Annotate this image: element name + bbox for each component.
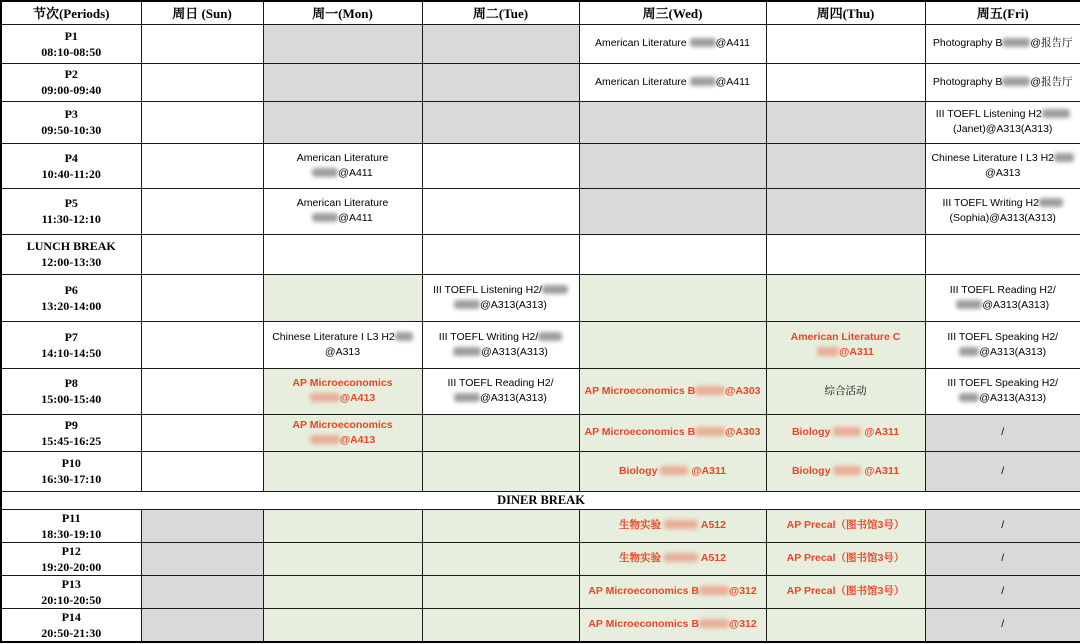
- cell-fri-p7: [925, 321, 1080, 368]
- period-time: 12:00-13:30: [41, 255, 102, 269]
- course-text-line: [425, 391, 577, 406]
- course-text-line: [928, 107, 1079, 122]
- redacted-text: [1042, 109, 1070, 118]
- redacted-text: [699, 619, 729, 628]
- course-text-line: [425, 298, 577, 313]
- course-text: AP Microeconomics B: [584, 384, 696, 397]
- period-cell-p14: [1, 608, 141, 642]
- period-cell-p6: [1, 274, 141, 321]
- cell-sun-p14: [141, 608, 263, 642]
- diner-break-row: DINER BREAK: [1, 491, 1080, 509]
- course-text-line: [266, 330, 420, 345]
- cell-mon-p10: [263, 451, 422, 491]
- course-text-line: [769, 384, 923, 399]
- course-text-line: [582, 384, 764, 399]
- redacted-text: [959, 347, 979, 356]
- course-text-line: [769, 551, 923, 566]
- course-text-line: [582, 617, 764, 632]
- course-text-line: [928, 425, 1079, 440]
- course-text: @A313(A313): [979, 345, 1047, 358]
- schedule-body: [1, 24, 1080, 642]
- course-text: @A311: [861, 426, 900, 438]
- cell-mon-p8: [263, 368, 422, 414]
- period-time: 10:40-11:20: [41, 166, 101, 181]
- redacted-text: [956, 300, 982, 309]
- cell-sun-p12: [141, 542, 263, 575]
- course-text: AP Microeconomics B: [584, 426, 696, 438]
- cell-fri-p4: [925, 143, 1080, 188]
- cell-mon-p5: [263, 188, 422, 234]
- redacted-text: [695, 427, 725, 436]
- course-text: /: [1001, 552, 1005, 564]
- course-text-line: [425, 330, 577, 345]
- cell-mon-p14: [263, 608, 422, 642]
- redacted-text: [310, 393, 340, 402]
- course-text-line: [266, 196, 420, 211]
- course-text: American Literature: [296, 197, 389, 209]
- course-text-line: [266, 418, 420, 433]
- period-cell-p1: [1, 24, 141, 63]
- course-text: III TOEFL Writing H2/: [438, 330, 539, 343]
- cell-thu-p7: [766, 321, 925, 368]
- weekday-header-row: [1, 1, 1080, 24]
- redacted-text: [817, 347, 839, 356]
- cell-tue-p6: [422, 274, 579, 321]
- cell-thu-p12: [766, 542, 925, 575]
- cell-tue-p10: [422, 451, 579, 491]
- course-text: @A411: [715, 37, 750, 49]
- course-text: A512: [697, 519, 726, 531]
- course-text: A512: [697, 552, 726, 564]
- redacted-text: [395, 332, 413, 341]
- cell-sun-p10: [141, 451, 263, 491]
- cell-tue-p8: [422, 368, 579, 414]
- period-cell-p3: [1, 101, 141, 143]
- period-time: 08:10-08:50: [41, 44, 102, 59]
- course-text: @312: [728, 618, 757, 630]
- period-label: P9: [64, 417, 78, 432]
- period-cell-p11: [1, 509, 141, 542]
- course-text-line: [582, 75, 764, 90]
- cell-wed-p2: [579, 63, 766, 101]
- course-text: @A411: [338, 166, 373, 179]
- period-cell-p5: [1, 188, 141, 234]
- cell-fri-p9: [925, 414, 1080, 451]
- redacted-text: [1039, 198, 1063, 207]
- cell-sun-p6: [141, 274, 263, 321]
- cell-mon-p12: [263, 542, 422, 575]
- course-text: @A313(A313): [982, 298, 1050, 311]
- cell-tue-p9: [422, 414, 579, 451]
- course-text: @312: [728, 585, 757, 597]
- course-text-line: [582, 36, 764, 51]
- cell-wed-p13: [579, 575, 766, 608]
- redacted-text: [312, 168, 338, 177]
- period-label: P6: [64, 282, 78, 297]
- period-label: P12: [61, 543, 81, 558]
- period-cell-p13: [1, 575, 141, 608]
- period-time: 19:20-20:00: [41, 559, 102, 574]
- course-text: III TOEFL Listening H2/: [433, 283, 542, 296]
- course-text-line: [928, 196, 1079, 211]
- course-text: @A313: [985, 166, 1021, 179]
- cell-fri-p8: [925, 368, 1080, 414]
- cell-thu-p5: [766, 188, 925, 234]
- cell-tue-p14: [422, 608, 579, 642]
- col-header-fri: 周五(Fri): [925, 1, 1080, 24]
- redacted-text: [959, 393, 979, 402]
- cell-sun-p1: [141, 24, 263, 63]
- cell-fri-p2: [925, 63, 1080, 101]
- cell-wed-p12: [579, 542, 766, 575]
- course-text-line: [582, 518, 764, 533]
- course-text: (Sophia)@A313(A313): [949, 212, 1056, 224]
- cell-tue-p13: [422, 575, 579, 608]
- cell-mon-p9: [263, 414, 422, 451]
- cell-thu-p13: [766, 575, 925, 608]
- cell-thu-p8: [766, 368, 925, 414]
- course-text-line: [928, 211, 1079, 226]
- course-text-line: [425, 376, 577, 391]
- course-text: III TOEFL Reading H2/: [447, 377, 554, 389]
- course-text: @A313(A313): [480, 298, 547, 311]
- period-label: P1: [64, 28, 78, 43]
- cell-sun-p3: [141, 101, 263, 143]
- col-header-sun: 周日 (Sun): [141, 1, 263, 24]
- col-header-wed: 周三(Wed): [579, 1, 766, 24]
- course-text: @A413: [339, 392, 376, 404]
- cell-mon-p2: [263, 63, 422, 101]
- period-label: P10: [61, 456, 81, 470]
- course-text-line: [928, 551, 1079, 566]
- col-header-mon: 周一(Mon): [263, 1, 422, 24]
- period-time: 14:10-14:50: [41, 345, 102, 360]
- cell-fri-lunch-break: [925, 234, 1080, 274]
- period-time: 09:50-10:30: [41, 123, 102, 137]
- cell-thu-p2: [766, 63, 925, 101]
- cell-sun-lunch-break: [141, 234, 263, 274]
- course-text: 生物实验: [619, 552, 664, 564]
- period-label: P2: [64, 67, 78, 81]
- cell-thu-lunch-break: [766, 234, 925, 274]
- cell-tue-p7: [422, 321, 579, 368]
- period-cell-p9: [1, 414, 141, 451]
- cell-wed-p8: [579, 368, 766, 414]
- course-text-line: [928, 345, 1079, 360]
- cell-thu-p9: [766, 414, 925, 451]
- course-text: /: [1001, 426, 1005, 438]
- course-text: Biology: [791, 426, 834, 438]
- course-text-line: [928, 166, 1079, 181]
- course-text: 生物实验: [619, 519, 664, 531]
- course-text-line: [582, 464, 764, 479]
- period-time: 09:00-09:40: [41, 83, 102, 97]
- cell-mon-p13: [263, 575, 422, 608]
- cell-sun-p13: [141, 575, 263, 608]
- course-text-line: [769, 345, 923, 360]
- course-text-line: [769, 584, 923, 599]
- cell-thu-p10: [766, 451, 925, 491]
- course-text: American Literature: [595, 75, 690, 88]
- course-text: @A411: [715, 75, 750, 88]
- col-header-tue: 周二(Tue): [422, 1, 579, 24]
- redacted-text: [1054, 153, 1074, 162]
- course-text: AP Precal（图书馆3号）: [786, 585, 905, 597]
- cell-tue-p11: [422, 509, 579, 542]
- course-text: @A313(A313): [481, 345, 548, 358]
- cell-fri-p12: [925, 542, 1080, 575]
- cell-tue-p2: [422, 63, 579, 101]
- period-cell-lunch-break: [1, 234, 141, 274]
- course-text-line: [266, 151, 420, 166]
- course-text: AP Microeconomics B: [588, 585, 699, 597]
- course-text: @报告厅: [1030, 75, 1073, 88]
- cell-fri-p10: [925, 451, 1080, 491]
- cell-fri-p5: [925, 188, 1080, 234]
- course-text-line: [928, 151, 1079, 166]
- cell-wed-p3: [579, 101, 766, 143]
- cell-tue-lunch-break: [422, 234, 579, 274]
- cell-thu-p14: [766, 608, 925, 642]
- course-text: @A303: [725, 384, 761, 397]
- period-time: 15:45-16:25: [41, 433, 102, 448]
- period-time: 11:30-12:10: [41, 212, 101, 226]
- course-text-line: [928, 122, 1079, 137]
- cell-wed-p4: [579, 143, 766, 188]
- course-text: Chinese Literature I L3 H2: [931, 151, 1055, 164]
- course-text: American Literature C: [790, 330, 901, 343]
- cell-tue-p3: [422, 101, 579, 143]
- course-text: @A313: [324, 345, 361, 358]
- period-cell-p8: [1, 368, 141, 414]
- course-text-line: [928, 584, 1079, 599]
- col-header-thu: 周四(Thu): [766, 1, 925, 24]
- redacted-text: [664, 520, 698, 529]
- cell-thu-p1: [766, 24, 925, 63]
- course-text-line: [769, 464, 923, 479]
- redacted-text: [690, 77, 716, 86]
- redacted-text: [312, 213, 338, 222]
- course-text-line: [266, 433, 420, 448]
- course-text: Photography B: [932, 37, 1003, 49]
- period-time: 13:20-14:00: [41, 298, 102, 313]
- course-text-line: [266, 391, 420, 406]
- cell-mon-p6: [263, 274, 422, 321]
- course-text-line: [928, 283, 1079, 298]
- course-text-line: [582, 551, 764, 566]
- course-text-line: [266, 211, 420, 226]
- redacted-text: [454, 393, 480, 402]
- course-text: AP Precal（图书馆3号）: [786, 552, 905, 564]
- course-text: @A413: [339, 433, 376, 446]
- period-label: P13: [61, 576, 81, 591]
- period-time: 18:30-19:10: [41, 526, 102, 541]
- course-text-line: [928, 464, 1079, 479]
- redacted-text: [454, 300, 480, 309]
- cell-sun-p2: [141, 63, 263, 101]
- period-label: P5: [64, 196, 78, 210]
- course-text-line: [266, 376, 420, 391]
- cell-thu-p6: [766, 274, 925, 321]
- cell-wed-p10: [579, 451, 766, 491]
- cell-fri-p1: [925, 24, 1080, 63]
- course-text: III TOEFL Reading H2/: [949, 283, 1056, 296]
- course-text: Biology: [618, 464, 661, 477]
- redacted-text: [1002, 38, 1030, 47]
- course-text-line: [928, 391, 1079, 406]
- course-text-line: [769, 425, 923, 440]
- course-text: American Literature: [296, 151, 389, 164]
- period-label: P8: [64, 376, 78, 390]
- col-header-period: 节次(Periods): [1, 1, 141, 24]
- cell-sun-p11: [141, 509, 263, 542]
- course-text: @A303: [725, 426, 761, 438]
- course-text-line: [928, 298, 1079, 313]
- course-text-line: [425, 345, 577, 360]
- cell-fri-p3: [925, 101, 1080, 143]
- course-text-line: [928, 518, 1079, 533]
- cell-mon-p3: [263, 101, 422, 143]
- course-text: AP Microeconomics: [292, 377, 393, 389]
- cell-wed-p11: [579, 509, 766, 542]
- cell-mon-p4: [263, 143, 422, 188]
- course-text: 综合活动: [824, 384, 867, 397]
- period-time: 16:30-17:10: [41, 472, 102, 486]
- course-text: @A311: [861, 464, 900, 477]
- course-text-line: [769, 518, 923, 533]
- cell-sun-p5: [141, 188, 263, 234]
- cell-fri-p13: [925, 575, 1080, 608]
- redacted-text: [690, 38, 716, 47]
- cell-thu-p11: [766, 509, 925, 542]
- period-cell-p2: [1, 63, 141, 101]
- course-text-line: [769, 330, 923, 345]
- course-text: AP Precal（图书馆3号）: [786, 519, 905, 531]
- course-text-line: [928, 376, 1079, 391]
- course-text: AP Microeconomics: [292, 418, 393, 431]
- cell-wed-p6: [579, 274, 766, 321]
- period-cell-p4: [1, 143, 141, 188]
- redacted-text: [833, 466, 861, 475]
- cell-sun-p9: [141, 414, 263, 451]
- course-text: /: [1001, 585, 1005, 597]
- redacted-text: [453, 347, 481, 356]
- cell-mon-lunch-break: [263, 234, 422, 274]
- course-text-line: [266, 345, 420, 360]
- cell-fri-p14: [925, 608, 1080, 642]
- cell-thu-p3: [766, 101, 925, 143]
- course-text: Chinese Literature I L3 H2: [272, 330, 395, 343]
- course-text: /: [1001, 519, 1005, 531]
- course-text: Biology: [791, 464, 834, 477]
- cell-wed-p14: [579, 608, 766, 642]
- course-text-line: [266, 166, 420, 181]
- period-label: P4: [64, 150, 78, 165]
- course-text: @A313(A313): [979, 392, 1047, 404]
- redacted-text: [664, 553, 698, 562]
- course-text: @A311: [688, 464, 727, 477]
- course-text-line: [928, 75, 1079, 90]
- cell-tue-p4: [422, 143, 579, 188]
- period-label: P7: [64, 329, 78, 344]
- course-text: III TOEFL Writing H2: [942, 197, 1039, 209]
- cell-sun-p7: [141, 321, 263, 368]
- period-cell-p10: [1, 451, 141, 491]
- period-label: P11: [61, 510, 81, 525]
- course-text-line: [582, 425, 764, 440]
- course-text: AP Microeconomics B: [588, 618, 699, 630]
- course-text: @A311: [839, 345, 874, 358]
- course-text-line: [928, 617, 1079, 632]
- cell-mon-p7: [263, 321, 422, 368]
- redacted-text: [542, 285, 568, 294]
- course-text: @A411: [338, 212, 373, 224]
- cell-sun-p8: [141, 368, 263, 414]
- cell-fri-p6: [925, 274, 1080, 321]
- period-time: 15:00-15:40: [41, 392, 102, 406]
- period-label: P14: [61, 609, 81, 624]
- course-text: III TOEFL Speaking H2/: [947, 377, 1059, 389]
- cell-wed-p9: [579, 414, 766, 451]
- redacted-text: [833, 427, 861, 436]
- course-text: III TOEFL Listening H2: [935, 108, 1042, 120]
- course-text: (Janet)@A313(A313): [953, 123, 1053, 135]
- period-label: LUNCH BREAK: [26, 239, 116, 253]
- cell-wed-lunch-break: [579, 234, 766, 274]
- cell-tue-p12: [422, 542, 579, 575]
- redacted-text: [695, 386, 725, 395]
- period-label: P3: [64, 107, 78, 121]
- redacted-text: [660, 466, 688, 475]
- redacted-text: [1002, 77, 1030, 86]
- cell-mon-p11: [263, 509, 422, 542]
- cell-thu-p4: [766, 143, 925, 188]
- period-cell-p12: [1, 542, 141, 575]
- course-text: III TOEFL Speaking H2/: [947, 330, 1059, 343]
- cell-sun-p4: [141, 143, 263, 188]
- period-time: 20:50-21:30: [41, 625, 102, 640]
- course-text-line: [928, 330, 1079, 345]
- redacted-text: [310, 435, 340, 444]
- cell-wed-p5: [579, 188, 766, 234]
- cell-wed-p7: [579, 321, 766, 368]
- cell-mon-p1: [263, 24, 422, 63]
- course-text-line: [425, 283, 577, 298]
- cell-wed-p1: [579, 24, 766, 63]
- course-text: American Literature: [595, 37, 690, 49]
- course-text: /: [1001, 464, 1005, 477]
- period-time: 20:10-20:50: [41, 592, 102, 607]
- redacted-text: [699, 586, 729, 595]
- cell-tue-p1: [422, 24, 579, 63]
- course-text: /: [1001, 618, 1005, 630]
- course-text: Photography B: [932, 75, 1003, 88]
- course-text: @A313(A313): [480, 392, 547, 404]
- course-text-line: [928, 36, 1079, 51]
- course-text-line: [582, 584, 764, 599]
- cell-fri-p11: [925, 509, 1080, 542]
- redacted-text: [538, 332, 562, 341]
- cell-tue-p5: [422, 188, 579, 234]
- period-cell-p7: [1, 321, 141, 368]
- course-text: @报告厅: [1030, 37, 1073, 49]
